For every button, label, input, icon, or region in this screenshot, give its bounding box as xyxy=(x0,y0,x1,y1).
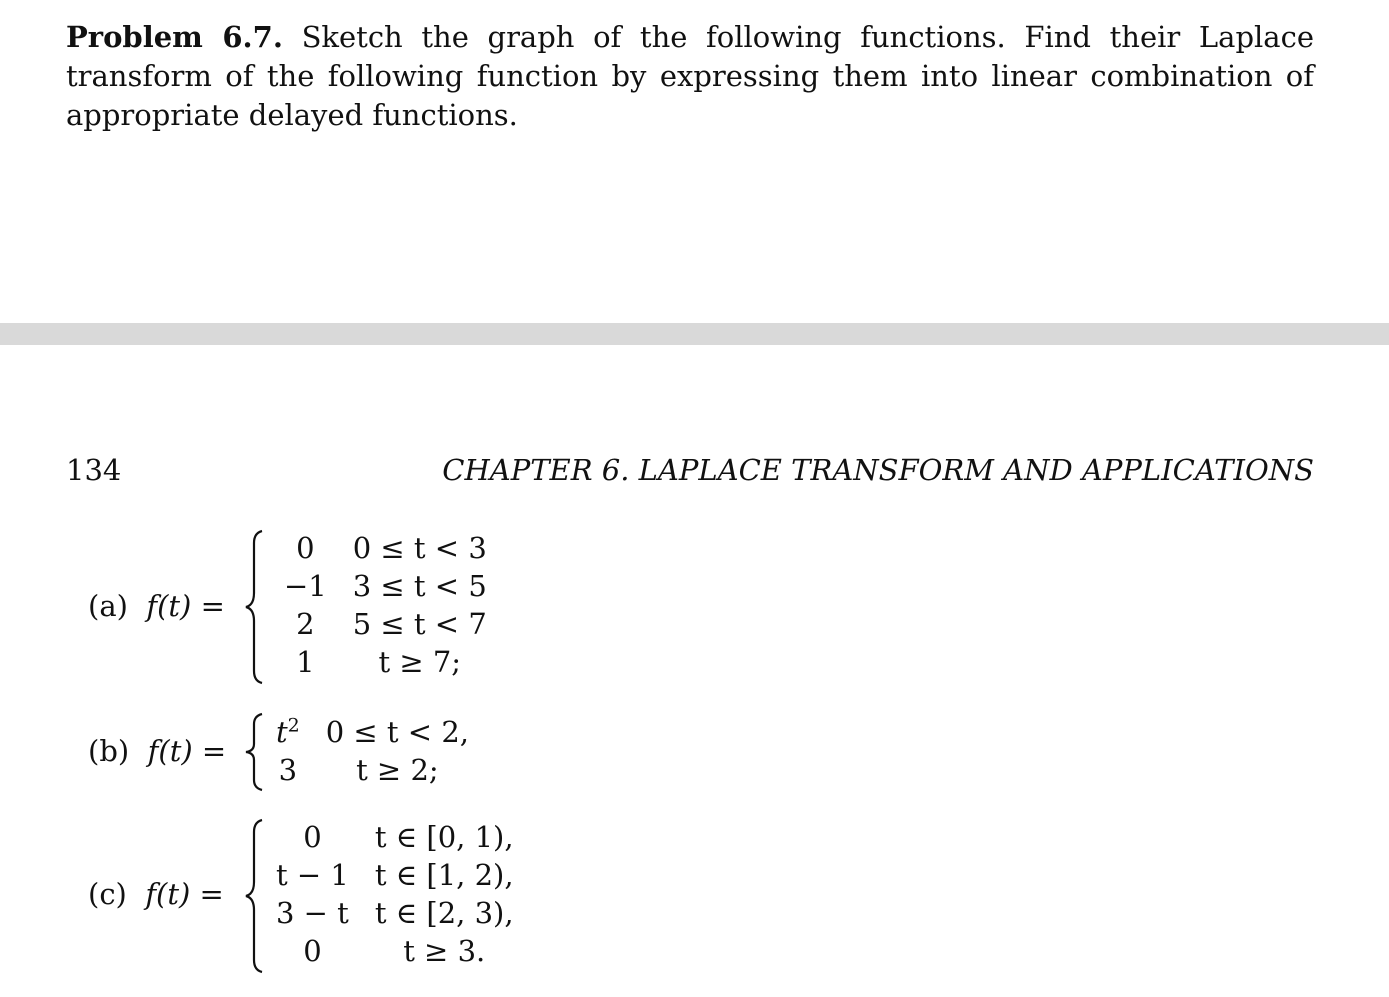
case-value: 2 xyxy=(296,607,315,641)
case-value: 1 xyxy=(296,645,315,679)
part-b-function: f(t) = xyxy=(147,734,227,768)
case-value: 0 xyxy=(296,531,315,565)
part-a-cases xyxy=(284,529,487,681)
case-value: 3 xyxy=(278,753,298,787)
case-condition: t ∈ [0, 1), xyxy=(374,820,514,854)
part-a-brace xyxy=(242,529,266,685)
case-value: 0 xyxy=(303,934,322,968)
part-b-lhs xyxy=(88,734,226,768)
case-row xyxy=(276,713,469,751)
case-value: t − 1 xyxy=(276,858,349,892)
case-condition: 3 ≤ t < 5 xyxy=(352,569,487,603)
case-condition: 5 ≤ t < 7 xyxy=(352,607,487,641)
part-c-cases xyxy=(276,818,514,970)
case-value: 3 − t xyxy=(276,896,349,930)
part-b-cases xyxy=(276,713,469,789)
case-condition: 0 ≤ t < 2, xyxy=(325,715,469,749)
case-row xyxy=(284,567,487,605)
chapter-header: CHAPTER 6. LAPLACE TRANSFORM AND APPLICATIONS xyxy=(442,453,1314,487)
part-b-label: (b) xyxy=(88,734,130,768)
case-row xyxy=(276,932,514,970)
case-row xyxy=(276,751,469,789)
part-c-function: f(t) = xyxy=(145,877,224,911)
case-row xyxy=(276,894,514,932)
part-a-function: f(t) = xyxy=(146,589,225,623)
part-a-label: (a) xyxy=(88,589,128,623)
problem-statement xyxy=(66,18,1314,135)
case-exponent: 2 xyxy=(287,714,300,737)
case-variable: t xyxy=(276,715,288,749)
case-value: −1 xyxy=(284,569,327,603)
case-row xyxy=(276,818,514,856)
problem-text: Sketch the graph of the following functions. Find their Laplace transform of the following function by expressing them into linear combination of appropriate delayed functions. xyxy=(66,20,1314,132)
case-row xyxy=(284,643,487,681)
page-separator xyxy=(0,323,1389,345)
case-condition: t ≥ 7; xyxy=(378,645,462,679)
case-value: 0 xyxy=(303,820,322,854)
problem-label: Problem 6.7. xyxy=(66,20,283,54)
part-c-lhs xyxy=(88,877,224,911)
case-row xyxy=(284,605,487,643)
page-top xyxy=(0,0,1389,323)
case-condition: t ≥ 2; xyxy=(356,753,439,787)
case-row xyxy=(284,529,487,567)
case-condition: t ≥ 3. xyxy=(403,934,486,968)
case-condition: 0 ≤ t < 3 xyxy=(352,531,487,565)
case-condition: t ∈ [2, 3), xyxy=(374,896,514,930)
part-c-label: (c) xyxy=(88,877,127,911)
case-condition: t ∈ [1, 2), xyxy=(374,858,514,892)
case-row xyxy=(276,856,514,894)
part-a-lhs xyxy=(88,589,225,623)
part-b-brace xyxy=(242,712,266,792)
case-value xyxy=(276,713,326,751)
page-number: 134 xyxy=(66,453,122,487)
part-c-brace xyxy=(242,818,266,974)
